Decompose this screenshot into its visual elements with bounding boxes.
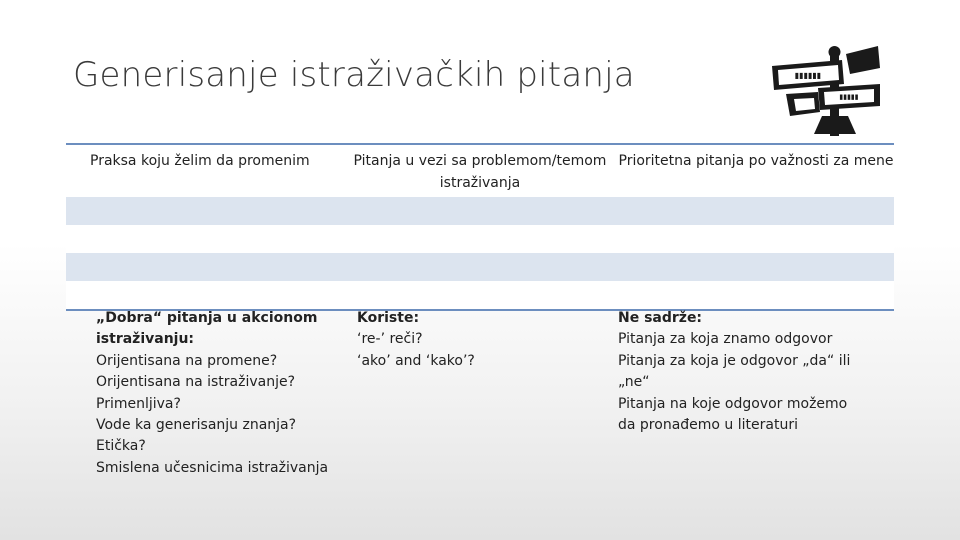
svg-text:▮▮▮▮▮: ▮▮▮▮▮ xyxy=(839,93,859,101)
header-questions: Pitanja u vezi sa problemom/temom istraživanja xyxy=(353,153,607,191)
list-item: Orijentisana na promene? xyxy=(96,352,278,369)
good-questions-heading: istraživanju: xyxy=(96,331,195,348)
list-item: Primenljiva? xyxy=(96,395,181,412)
list-item: Pitanja za koja je odgovor „da“ ili xyxy=(618,352,851,369)
table-row xyxy=(66,281,894,309)
questions-table xyxy=(66,143,894,311)
table-row xyxy=(66,253,894,281)
list-item: Smislena učesnicima istraživanja xyxy=(96,459,329,476)
use-heading: Koriste: xyxy=(357,310,420,326)
list-item: Pitanja za koja znamo odgovor xyxy=(618,331,833,348)
good-questions-heading: „Dobra“ pitanja u akcionom xyxy=(96,310,318,326)
slide-title: Generisanje istraživačkih pitanja xyxy=(73,55,635,95)
list-item: Pitanja na koje odgovor možemo xyxy=(618,395,848,412)
not-contain-column xyxy=(618,308,850,436)
list-item: Vode ka generisanju znanja? xyxy=(96,417,297,434)
header-priority: Prioritetna pitanja po važnosti za mene xyxy=(618,153,894,169)
street-sign-icon xyxy=(768,44,886,136)
list-item: ‘ako’ and ‘kako’? xyxy=(357,352,475,369)
list-item: Orijentisana na istraživanje? xyxy=(96,374,296,391)
header-practice: Praksa koju želim da promenim xyxy=(90,153,310,169)
svg-text:▮▮▮▮▮▮: ▮▮▮▮▮▮ xyxy=(794,71,822,80)
table-header-row xyxy=(66,143,894,197)
list-item: „ne“ xyxy=(618,374,650,391)
good-questions-column xyxy=(96,308,328,479)
list-item: da pronađemo u literaturi xyxy=(618,417,798,434)
list-item: ‘re-’ reči? xyxy=(357,331,423,348)
list-item: Etička? xyxy=(96,438,146,455)
not-contain-heading: Ne sadrže: xyxy=(618,310,703,326)
use-column xyxy=(357,308,475,372)
table-row xyxy=(66,225,894,253)
table-row xyxy=(66,197,894,225)
